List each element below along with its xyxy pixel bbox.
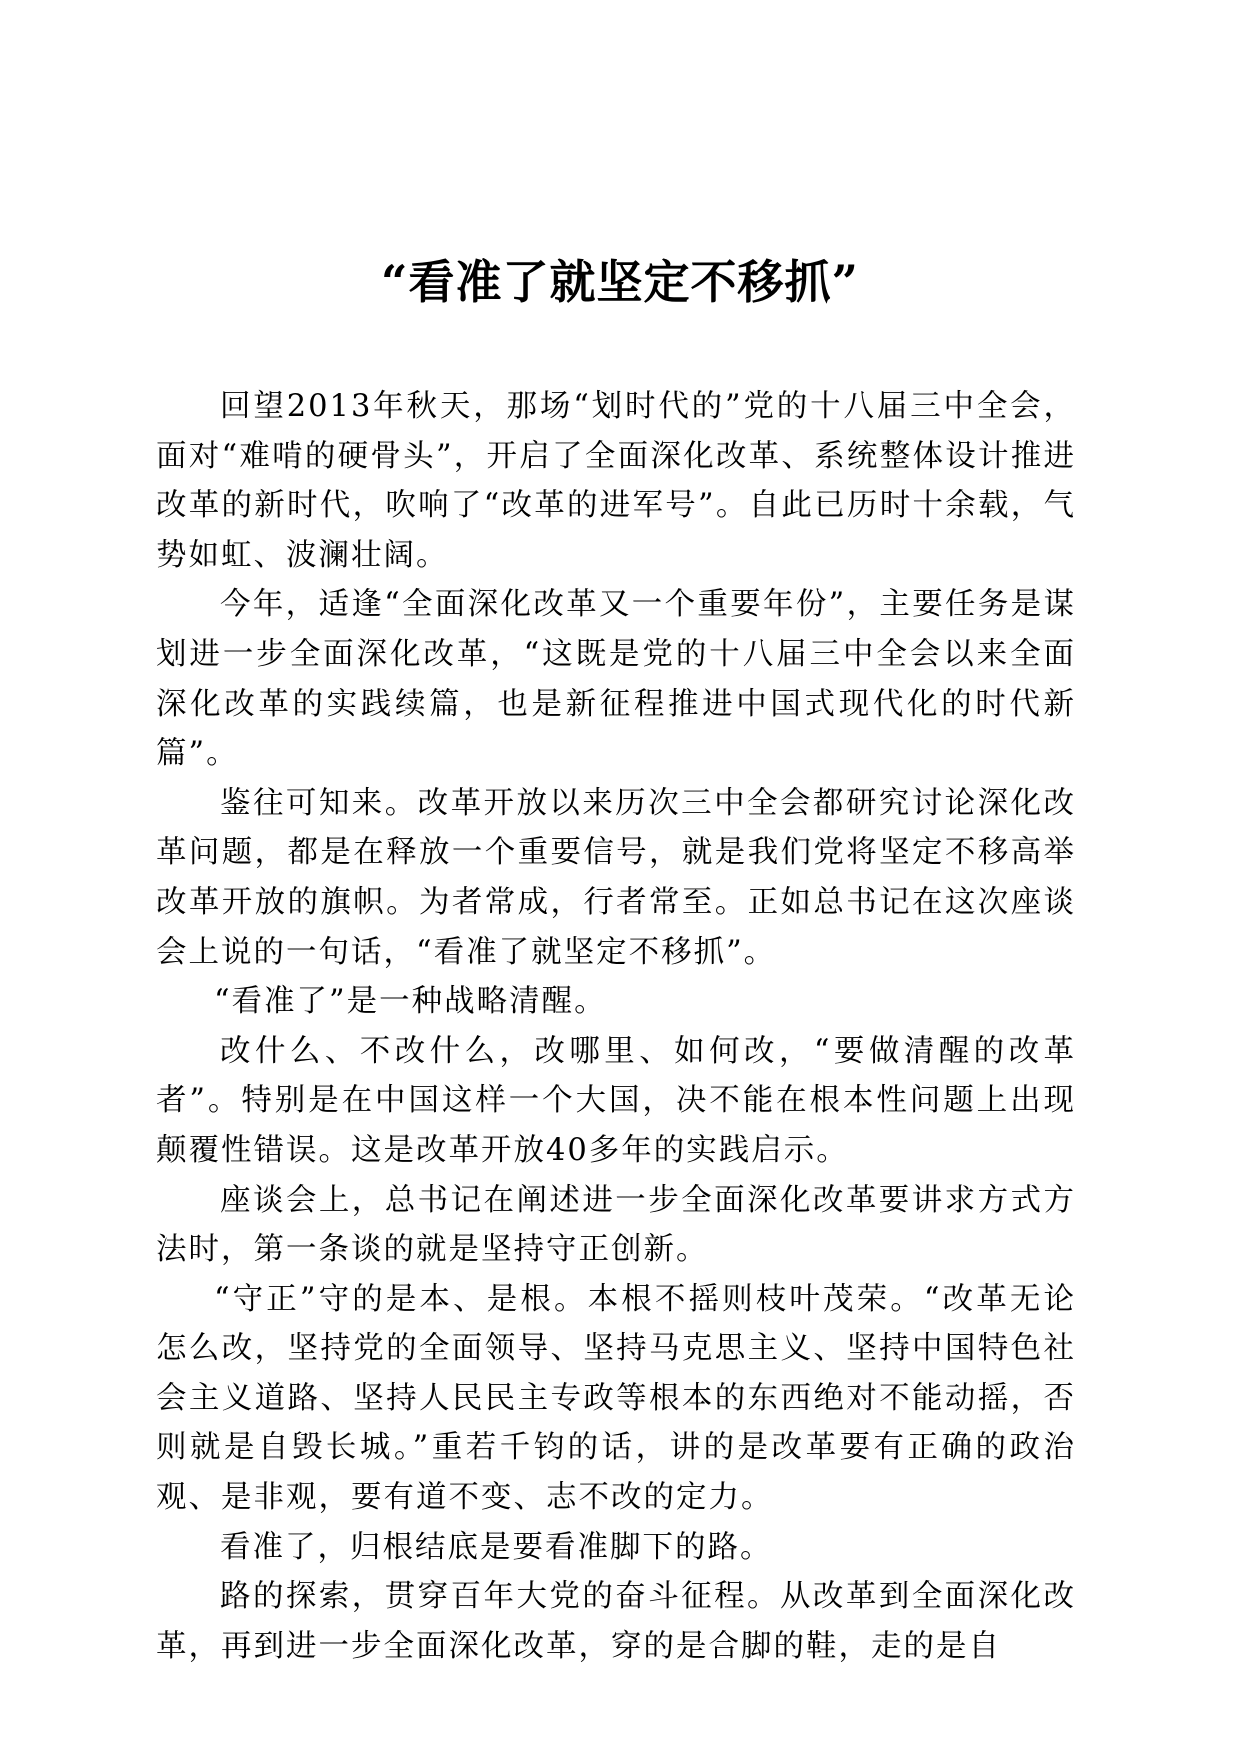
body-paragraph: 回望2013年秋天，那场“划时代的”党的十八届三中全会，面对“难啃的硬骨头”，开启了全面深化改革、系统整体设计推进改革的新时代，吹响了“改革的进军号”。自此已历时十余载，气势如虹、波澜壮阔。: [156, 389, 1076, 573]
body-paragraph: 路的探索，贯穿百年大党的奋斗征程。从改革到全面深化改革，再到进一步全面深化改革，穿的是合脚的鞋，走的是自: [156, 1579, 1076, 1664]
body-paragraph: 今年，适逢“全面深化改革又一个重要年份”，主要任务是谋划进一步全面深化改革，“这既是党的十八届三中全会以来全面深化改革的实践续篇，也是新征程推进中国式现代化的时代新篇”。: [156, 587, 1076, 772]
document-body: [156, 382, 1076, 1671]
body-paragraph: “看准了”是一种战略清醒。: [213, 984, 607, 1020]
body-paragraph: 鉴往可知来。改革开放以来历次三中全会都研究讨论深化改革问题，都是在释放一个重要信号，就是我们党将坚定不移高举改革开放的旗帜。为者常成，行者常至。正如总书记在这次座谈会上说的一句话，“看准了就坚定不移抓”。: [156, 785, 1076, 970]
body-paragraph: 改什么、不改什么，改哪里、如何改，“要做清醒的改革者”。特别是在中国这样一个大国，决不能在根本性问题上出现颠覆性错误。这是改革开放40多年的实践启示。: [156, 1033, 1076, 1168]
document-title: “看准了就坚定不移抓”: [381, 255, 859, 309]
body-paragraph: “守正”守的是本、是根。本根不摇则枝叶茂荣。“改革无论怎么改，坚持党的全面领导、坚持马克思主义、坚持中国特色社会主义道路、坚持人民民主专政等根本的东西绝对不能动摇，否则就是自毁长城。”重若千钧的话，讲的是改革要有正确的政治观、是非观，要有道不变、志不改的定力。: [156, 1281, 1076, 1516]
body-paragraph: 看准了，归根结底是要看准脚下的路。: [220, 1529, 773, 1565]
body-paragraph: 座谈会上，总书记在阐述进一步全面深化改革要讲求方式方法时，第一条谈的就是坚持守正创新。: [156, 1182, 1076, 1268]
